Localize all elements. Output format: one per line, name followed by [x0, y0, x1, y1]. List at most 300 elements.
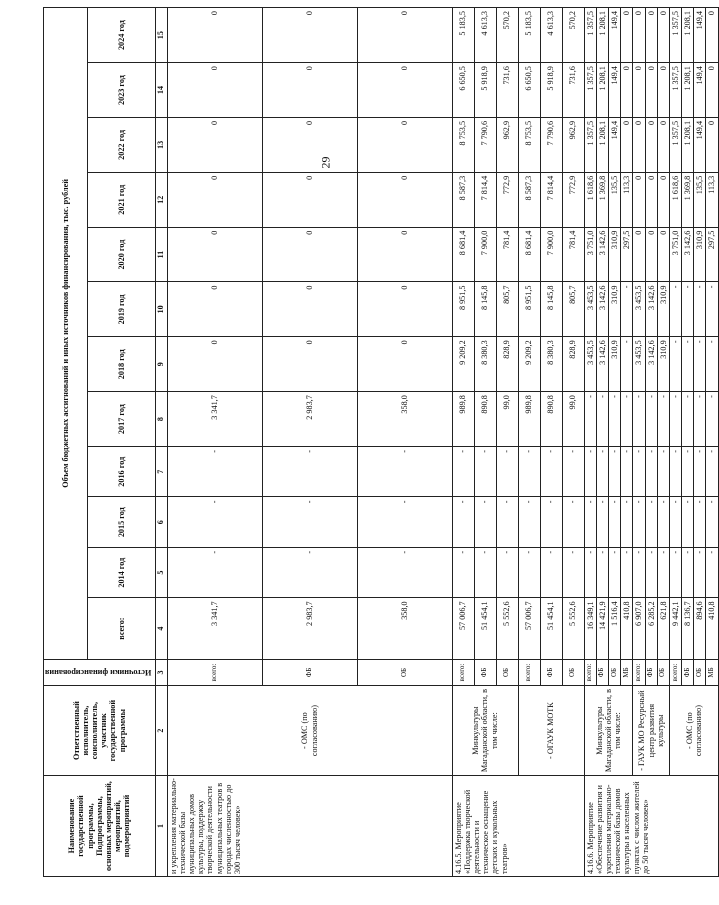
year-value-cell: 989,8: [452, 392, 474, 447]
table-row: [167, 8, 262, 877]
source-cell: всего:: [518, 659, 540, 685]
year-value-cell: -: [357, 497, 452, 547]
year-value-cell: 4 613,3: [474, 8, 496, 63]
year-value-cell: -: [474, 547, 496, 597]
total-cell: 2 983,7: [262, 598, 357, 659]
column-index: 6: [155, 497, 167, 547]
year-value-cell: -: [621, 282, 633, 337]
year-value-cell: 1 208,1: [682, 117, 694, 172]
year-value-cell: -: [706, 497, 718, 547]
year-value-cell: 149,4: [694, 63, 706, 118]
year-value-cell: 7 790,6: [474, 117, 496, 172]
year-value-cell: -: [645, 447, 657, 497]
year-value-cell: 828,9: [496, 337, 518, 392]
year-value-cell: 8 380,3: [474, 337, 496, 392]
table-row: [584, 8, 596, 877]
year-value-cell: 1 357,5: [584, 117, 596, 172]
year-value-cell: 297,5: [621, 227, 633, 282]
year-value-cell: -: [596, 447, 608, 497]
year-value-cell: -: [669, 337, 681, 392]
year-value-cell: 99,0: [496, 392, 518, 447]
column-index: 8: [155, 392, 167, 447]
page-number: 29: [318, 156, 333, 169]
year-value-cell: 772,9: [562, 172, 584, 227]
year-value-cell: 0: [621, 63, 633, 118]
year-value-cell: -: [540, 547, 562, 597]
year-value-cell: 1 369,8: [682, 172, 694, 227]
column-index: 1: [155, 776, 167, 877]
year-value-cell: -: [596, 547, 608, 597]
year-value-cell: 149,4: [608, 63, 620, 118]
table-row: [452, 8, 474, 877]
year-value-cell: 0: [167, 8, 262, 63]
year-value-cell: -: [706, 282, 718, 337]
year-value-cell: 0: [357, 172, 452, 227]
year-value-cell: 99,0: [562, 392, 584, 447]
year-value-cell: -: [657, 497, 669, 547]
source-cell: ФБ: [645, 659, 657, 685]
year-value-cell: -: [562, 547, 584, 597]
responsible-cell: Минкультуры Магаданской области, в том числе:: [452, 686, 518, 776]
year-value-cell: 7 900,0: [474, 227, 496, 282]
year-value-cell: 0: [262, 227, 357, 282]
year-value-cell: 8 951,5: [518, 282, 540, 337]
year-value-cell: -: [682, 337, 694, 392]
year-value-cell: -: [633, 447, 645, 497]
year-value-cell: 1 208,1: [596, 63, 608, 118]
year-value-cell: -: [669, 392, 681, 447]
year-value-cell: -: [682, 282, 694, 337]
year-value-cell: -: [262, 447, 357, 497]
total-cell: 3 341,7: [167, 598, 262, 659]
year-value-cell: 1 357,5: [669, 63, 681, 118]
total-cell: 9 442,1: [669, 598, 681, 659]
year-value-cell: -: [633, 497, 645, 547]
year-value-cell: 0: [621, 8, 633, 63]
year-value-cell: -: [357, 547, 452, 597]
year-value-cell: 310,9: [608, 227, 620, 282]
year-value-cell: 113,3: [706, 172, 718, 227]
header-year: 2023 год: [87, 63, 155, 118]
year-value-cell: -: [167, 547, 262, 597]
table-row: [633, 8, 645, 877]
year-value-cell: 0: [645, 117, 657, 172]
year-value-cell: 8 753,5: [452, 117, 474, 172]
year-value-cell: -: [633, 547, 645, 597]
year-value-cell: 0: [167, 117, 262, 172]
year-value-cell: 0: [167, 282, 262, 337]
year-value-cell: -: [262, 547, 357, 597]
column-index: 15: [155, 8, 167, 63]
column-index: 14: [155, 63, 167, 118]
year-value-cell: -: [562, 447, 584, 497]
year-value-cell: 5 183,5: [518, 8, 540, 63]
year-value-cell: 149,4: [608, 8, 620, 63]
year-value-cell: 962,9: [496, 117, 518, 172]
year-value-cell: -: [518, 497, 540, 547]
total-cell: 51 454,1: [474, 598, 496, 659]
year-value-cell: 3 142,6: [596, 282, 608, 337]
year-value-cell: 7 814,4: [540, 172, 562, 227]
year-value-cell: -: [584, 392, 596, 447]
responsible-cell: - ОМС (по согласованию): [167, 686, 452, 776]
year-value-cell: 3 453,5: [584, 337, 596, 392]
year-value-cell: -: [669, 282, 681, 337]
column-index: 13: [155, 117, 167, 172]
year-value-cell: -: [706, 337, 718, 392]
year-value-cell: -: [645, 392, 657, 447]
source-cell: всего:: [167, 659, 262, 685]
year-value-cell: 8 681,4: [518, 227, 540, 282]
year-value-cell: 805,7: [562, 282, 584, 337]
source-cell: ФБ: [262, 659, 357, 685]
responsible-cell: - ГАУК МО Ресурсный центр развития культуры: [633, 686, 670, 776]
year-value-cell: 8 587,3: [518, 172, 540, 227]
header-year: 2019 год: [87, 282, 155, 337]
year-value-cell: 135,5: [694, 172, 706, 227]
year-value-cell: -: [452, 547, 474, 597]
year-value-cell: 0: [167, 337, 262, 392]
header-source: [44, 659, 156, 685]
header-total: всего:: [87, 598, 155, 659]
year-value-cell: 310,9: [657, 282, 669, 337]
year-value-cell: 9 209,2: [518, 337, 540, 392]
year-value-cell: 8 145,8: [474, 282, 496, 337]
year-value-cell: -: [540, 447, 562, 497]
header-year: 2014 год: [87, 547, 155, 597]
year-value-cell: 781,4: [496, 227, 518, 282]
year-value-cell: 0: [357, 8, 452, 63]
year-value-cell: 781,4: [562, 227, 584, 282]
table-row: [669, 8, 681, 877]
source-cell: ОБ: [496, 659, 518, 685]
source-cell: всего:: [633, 659, 645, 685]
year-value-cell: -: [452, 447, 474, 497]
year-value-cell: 1 208,1: [682, 63, 694, 118]
year-value-cell: 0: [645, 8, 657, 63]
year-value-cell: 805,7: [496, 282, 518, 337]
year-value-cell: 310,9: [608, 282, 620, 337]
year-value-cell: -: [657, 392, 669, 447]
year-value-cell: -: [474, 497, 496, 547]
year-value-cell: 3 341,7: [167, 392, 262, 447]
total-cell: 410,8: [621, 598, 633, 659]
funding-table: [43, 7, 719, 877]
year-value-cell: 297,5: [706, 227, 718, 282]
year-value-cell: 113,3: [621, 172, 633, 227]
header-year: 2022 год: [87, 117, 155, 172]
source-cell: ФБ: [474, 659, 496, 685]
year-value-cell: -: [657, 447, 669, 497]
year-value-cell: 962,9: [562, 117, 584, 172]
year-value-cell: 135,5: [608, 172, 620, 227]
total-cell: 8 136,7: [682, 598, 694, 659]
program-name-cell: 4.16.5. Мероприятие «Поддержка творческой деятельности и техническое оснащение детских и кукольных театров»: [452, 776, 584, 877]
year-value-cell: -: [694, 282, 706, 337]
year-value-cell: 0: [262, 282, 357, 337]
year-value-cell: -: [694, 547, 706, 597]
year-value-cell: -: [608, 392, 620, 447]
header-funding-group: Объем бюджетных ассигнований и иных источников финансирования, тыс. рублей: [44, 8, 88, 660]
year-value-cell: 890,8: [540, 392, 562, 447]
program-name-cell: 4.16.6. Мероприятие «Обеспечение развития и укрепления материально-технической базы домов культуры в населенных пунктах с числом жителей до 50 тысяч человек»: [584, 776, 718, 877]
year-value-cell: -: [669, 497, 681, 547]
total-cell: 621,8: [657, 598, 669, 659]
total-cell: 1 516,4: [608, 598, 620, 659]
year-value-cell: 3 751,0: [669, 227, 681, 282]
year-value-cell: -: [669, 547, 681, 597]
year-value-cell: 7 900,0: [540, 227, 562, 282]
column-index: 11: [155, 227, 167, 282]
year-value-cell: 1 618,6: [669, 172, 681, 227]
year-value-cell: 6 650,5: [452, 63, 474, 118]
year-value-cell: -: [596, 392, 608, 447]
year-value-cell: -: [682, 392, 694, 447]
year-value-cell: 828,9: [562, 337, 584, 392]
total-cell: 6 285,2: [645, 598, 657, 659]
year-value-cell: 8 681,4: [452, 227, 474, 282]
source-cell: ФБ: [682, 659, 694, 685]
year-value-cell: 0: [657, 172, 669, 227]
header-source-text: Источники финансирования: [45, 668, 152, 678]
header-year: 2020 год: [87, 227, 155, 282]
responsible-cell: Минкультуры Магаданской области, в том числе:: [584, 686, 633, 776]
year-value-cell: 1 208,1: [596, 117, 608, 172]
year-value-cell: -: [657, 547, 669, 597]
year-value-cell: 0: [167, 227, 262, 282]
year-value-cell: 1 208,1: [596, 8, 608, 63]
year-value-cell: -: [518, 447, 540, 497]
total-cell: 51 454,1: [540, 598, 562, 659]
year-value-cell: -: [633, 392, 645, 447]
table-header: [44, 8, 168, 877]
year-value-cell: -: [682, 447, 694, 497]
year-value-cell: -: [706, 392, 718, 447]
year-value-cell: 1 357,5: [584, 8, 596, 63]
source-cell: ФБ: [540, 659, 562, 685]
year-value-cell: 0: [657, 117, 669, 172]
year-value-cell: -: [167, 497, 262, 547]
total-cell: 6 907,0: [633, 598, 645, 659]
rotated-table-container: [43, 7, 717, 877]
column-index: 2: [155, 686, 167, 776]
source-cell: всего:: [452, 659, 474, 685]
year-value-cell: 8 753,5: [518, 117, 540, 172]
source-cell: ОБ: [608, 659, 620, 685]
year-value-cell: 0: [357, 282, 452, 337]
year-value-cell: 1 357,5: [584, 63, 596, 118]
year-value-cell: 310,9: [694, 227, 706, 282]
year-value-cell: 0: [633, 8, 645, 63]
table-body: [167, 8, 718, 877]
source-cell: всего:: [584, 659, 596, 685]
source-cell: всего:: [669, 659, 681, 685]
year-value-cell: 0: [633, 227, 645, 282]
year-value-cell: 1 208,1: [682, 8, 694, 63]
year-value-cell: 8 587,3: [452, 172, 474, 227]
year-value-cell: -: [706, 447, 718, 497]
year-value-cell: -: [584, 497, 596, 547]
year-value-cell: 1 369,8: [596, 172, 608, 227]
year-value-cell: 3 142,6: [645, 337, 657, 392]
year-value-cell: 0: [706, 8, 718, 63]
year-value-cell: -: [621, 392, 633, 447]
year-value-cell: 7 814,4: [474, 172, 496, 227]
year-value-cell: 8 951,5: [452, 282, 474, 337]
year-value-cell: -: [694, 447, 706, 497]
year-value-cell: 7 790,6: [540, 117, 562, 172]
year-value-cell: 0: [706, 63, 718, 118]
total-cell: 5 552,6: [496, 598, 518, 659]
source-cell: МБ: [706, 659, 718, 685]
year-value-cell: 0: [262, 337, 357, 392]
header-year: 2024 год: [87, 8, 155, 63]
total-cell: 14 421,9: [596, 598, 608, 659]
year-value-cell: -: [645, 547, 657, 597]
year-value-cell: 0: [262, 8, 357, 63]
year-value-cell: 9 209,2: [452, 337, 474, 392]
year-value-cell: 0: [167, 172, 262, 227]
total-cell: 57 006,7: [452, 598, 474, 659]
year-value-cell: 1 357,5: [669, 117, 681, 172]
year-value-cell: 3 751,0: [584, 227, 596, 282]
year-value-cell: -: [621, 447, 633, 497]
header-name: Наименование государственной программы, Подпрограммы, основных мероприятий, мероприятий, подмероприятий: [44, 776, 156, 877]
year-value-cell: 3 453,5: [633, 282, 645, 337]
year-value-cell: -: [518, 547, 540, 597]
year-value-cell: 3 142,6: [682, 227, 694, 282]
year-value-cell: -: [596, 497, 608, 547]
year-value-cell: 0: [633, 172, 645, 227]
year-value-cell: 731,6: [496, 63, 518, 118]
column-index: 4: [155, 598, 167, 659]
source-cell: ОБ: [657, 659, 669, 685]
total-cell: 358,0: [357, 598, 452, 659]
year-value-cell: -: [682, 547, 694, 597]
year-value-cell: 989,8: [518, 392, 540, 447]
year-value-cell: 0: [645, 172, 657, 227]
year-value-cell: 5 918,9: [540, 63, 562, 118]
header-responsible: Ответственный исполнитель, соисполнитель, участник государственной программы: [44, 686, 156, 776]
year-value-cell: 1 618,6: [584, 172, 596, 227]
year-value-cell: -: [621, 547, 633, 597]
source-cell: МБ: [621, 659, 633, 685]
year-value-cell: 358,0: [357, 392, 452, 447]
table-row: [518, 8, 540, 877]
year-value-cell: 0: [645, 227, 657, 282]
header-year: 2017 год: [87, 392, 155, 447]
year-value-cell: -: [694, 497, 706, 547]
column-index: 7: [155, 447, 167, 497]
year-value-cell: -: [694, 337, 706, 392]
year-value-cell: -: [562, 497, 584, 547]
year-value-cell: 1 357,5: [669, 8, 681, 63]
year-value-cell: 2 983,7: [262, 392, 357, 447]
year-value-cell: 0: [657, 63, 669, 118]
year-value-cell: -: [584, 547, 596, 597]
year-value-cell: 731,6: [562, 63, 584, 118]
year-value-cell: 0: [357, 63, 452, 118]
year-value-cell: -: [682, 497, 694, 547]
year-value-cell: 5 183,5: [452, 8, 474, 63]
year-value-cell: 0: [357, 117, 452, 172]
year-value-cell: 4 613,3: [540, 8, 562, 63]
column-index: 12: [155, 172, 167, 227]
column-index: 3: [155, 659, 167, 685]
year-value-cell: 890,8: [474, 392, 496, 447]
header-year: 2015 год: [87, 497, 155, 547]
year-value-cell: 3 142,6: [645, 282, 657, 337]
year-value-cell: 310,9: [608, 337, 620, 392]
year-value-cell: 0: [706, 117, 718, 172]
source-cell: ОБ: [357, 659, 452, 685]
year-value-cell: 8 145,8: [540, 282, 562, 337]
year-value-cell: -: [167, 447, 262, 497]
year-value-cell: 0: [357, 337, 452, 392]
year-value-cell: 8 380,3: [540, 337, 562, 392]
year-value-cell: 0: [645, 63, 657, 118]
year-value-cell: -: [621, 337, 633, 392]
total-cell: 16 349,1: [584, 598, 596, 659]
year-value-cell: -: [540, 497, 562, 547]
responsible-cell: - ОМС (по согласованию): [669, 686, 718, 776]
year-value-cell: 0: [262, 117, 357, 172]
year-value-cell: 3 142,6: [596, 227, 608, 282]
year-value-cell: 6 650,5: [518, 63, 540, 118]
year-value-cell: -: [262, 497, 357, 547]
year-value-cell: 149,4: [608, 117, 620, 172]
year-value-cell: 570,2: [496, 8, 518, 63]
year-value-cell: -: [357, 447, 452, 497]
column-index: 10: [155, 282, 167, 337]
column-index-row: [155, 8, 167, 877]
program-name-cell: и укрепления материально-технической базы муниципальных домов культуры, поддержку творческой деятельности муниципальных театров в городах численностью до 300 тысяч человек»: [167, 776, 452, 877]
year-value-cell: 0: [262, 63, 357, 118]
source-cell: ОБ: [562, 659, 584, 685]
year-value-cell: -: [706, 547, 718, 597]
year-value-cell: -: [496, 497, 518, 547]
year-value-cell: -: [621, 497, 633, 547]
year-value-cell: -: [694, 392, 706, 447]
year-value-cell: 0: [621, 117, 633, 172]
year-value-cell: 0: [633, 117, 645, 172]
year-value-cell: -: [669, 447, 681, 497]
year-value-cell: 570,2: [562, 8, 584, 63]
source-cell: ОБ: [694, 659, 706, 685]
year-value-cell: 0: [167, 63, 262, 118]
source-cell: ФБ: [596, 659, 608, 685]
header-year: 2018 год: [87, 337, 155, 392]
year-value-cell: -: [608, 447, 620, 497]
year-value-cell: 0: [262, 172, 357, 227]
year-value-cell: 0: [657, 227, 669, 282]
total-cell: 894,6: [694, 598, 706, 659]
year-value-cell: -: [496, 447, 518, 497]
year-value-cell: 5 918,9: [474, 63, 496, 118]
total-cell: 5 552,6: [562, 598, 584, 659]
year-value-cell: 3 453,5: [584, 282, 596, 337]
header-year: 2016 год: [87, 447, 155, 497]
year-value-cell: 0: [633, 63, 645, 118]
year-value-cell: 0: [357, 227, 452, 282]
year-value-cell: 149,4: [694, 117, 706, 172]
year-value-cell: -: [474, 447, 496, 497]
header-year: 2021 год: [87, 172, 155, 227]
year-value-cell: 772,9: [496, 172, 518, 227]
year-value-cell: 310,9: [657, 337, 669, 392]
total-cell: 57 006,7: [518, 598, 540, 659]
year-value-cell: 3 453,5: [633, 337, 645, 392]
